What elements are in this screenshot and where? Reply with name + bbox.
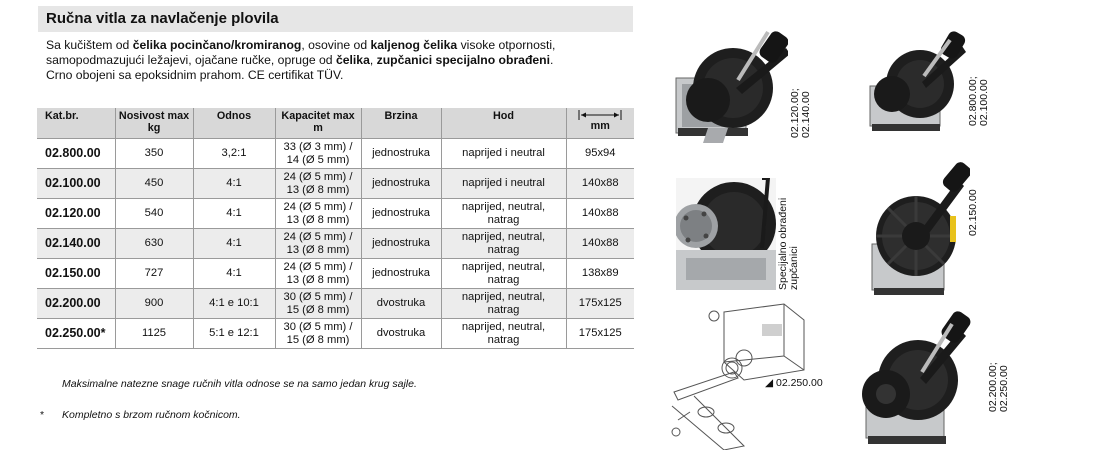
intro-p1: Sa kučištem od (46, 38, 133, 52)
cell-nosivost: 1125 (115, 319, 193, 349)
gears-detail-label-line2: zupčanici (788, 246, 800, 290)
winch-label-02200-line1: 02.200.00; (987, 362, 999, 412)
winch-label-02200-line2: 02.250.00 (998, 365, 1010, 412)
table-row (37, 289, 634, 319)
cell-brzina: jednostruka (361, 199, 441, 229)
cell-kapacitet-line: 13 (Ø 8 mm) (286, 273, 350, 286)
winch-label-02150 (968, 189, 979, 236)
table-row (37, 229, 634, 259)
cell-hod-line: natrag (487, 243, 520, 256)
cell-mm: 138x89 (566, 259, 634, 289)
cell-kapacitet (275, 169, 361, 199)
cell-brzina: jednostruka (361, 259, 441, 289)
cell-brzina: jednostruka (361, 229, 441, 259)
winch-label-02120-line1: 02.120.00; (789, 88, 801, 138)
winch-label-02120 (790, 88, 812, 138)
cell-hod-line: natrag (487, 213, 520, 226)
cell-kapacitet (275, 139, 361, 169)
cell-hod (441, 259, 566, 289)
cell-odnos: 4:1 (193, 169, 275, 199)
cell-kat: 02.150.00 (37, 259, 115, 289)
intro-p6: . (550, 53, 554, 67)
table-row (37, 259, 634, 289)
cell-hod (441, 139, 566, 169)
table-row (37, 199, 634, 229)
cell-brzina: dvostruka (361, 289, 441, 319)
cell-odnos: 5:1 e 12:1 (193, 319, 275, 349)
cell-nosivost: 630 (115, 229, 193, 259)
cell-kapacitet-line: 24 (Ø 5 mm) / (283, 260, 353, 273)
table-header-row (37, 108, 634, 139)
intro-b3: čelika (335, 53, 370, 67)
cell-kapacitet (275, 319, 361, 349)
note-star: * (40, 409, 45, 421)
cell-kapacitet-line: 33 (Ø 3 mm) / (283, 140, 353, 153)
winch-image-02120 (668, 18, 788, 168)
gears-detail-image (676, 178, 776, 290)
exploded-label-arrow-icon: ◢ (765, 377, 774, 389)
note-brake (40, 409, 241, 421)
cell-nosivost: 900 (115, 289, 193, 319)
winch-label-02800-line2: 02.100.00 (978, 79, 990, 126)
cell-nosivost: 450 (115, 169, 193, 199)
cell-kapacitet-line: 24 (Ø 5 mm) / (283, 170, 353, 183)
winch-label-02800 (968, 76, 990, 126)
winch-label-02200 (988, 362, 1010, 412)
intro-b4: zupčanici specijalno obrađeni (376, 53, 551, 67)
cell-kapacitet-line: 15 (Ø 8 mm) (286, 333, 350, 346)
cell-mm: 140x88 (566, 169, 634, 199)
cell-hod (441, 229, 566, 259)
cell-odnos: 3,2:1 (193, 139, 275, 169)
spec-table (37, 108, 634, 349)
note-brake-text: Kompletno s brzom ručnom kočnicom. (62, 409, 241, 421)
cell-hod-line: naprijed i neutral (462, 147, 545, 159)
cell-hod-line: naprijed, neutral, (461, 320, 546, 333)
table-row (37, 319, 634, 349)
cell-nosivost: 727 (115, 259, 193, 289)
cell-kat: 02.800.00 (37, 139, 115, 169)
header-nosivost: Nosivost max kg (115, 108, 193, 139)
winch-label-02800-line1: 02.800.00; (967, 76, 979, 126)
cell-hod-line: naprijed, neutral, (461, 290, 546, 303)
winch-label-02120-line2: 02.140.00 (800, 91, 812, 138)
cell-hod-line: natrag (487, 333, 520, 346)
winch-image-02800 (860, 24, 970, 144)
cell-kat: 02.140.00 (37, 229, 115, 259)
header-kat: Kat.br. (37, 108, 115, 139)
header-hod: Hod (441, 108, 566, 139)
cell-kapacitet-line: 30 (Ø 5 mm) / (283, 320, 353, 333)
cell-hod-line: natrag (487, 273, 520, 286)
cell-hod-line: naprijed, neutral, (461, 200, 546, 213)
intro-p2: , osovine od (301, 38, 371, 52)
cell-kapacitet (275, 199, 361, 229)
cell-kat: 02.200.00 (37, 289, 115, 319)
cell-hod (441, 319, 566, 349)
cell-kat: 02.120.00 (37, 199, 115, 229)
cell-odnos: 4:1 (193, 199, 275, 229)
cell-mm: 175x125 (566, 319, 634, 349)
cell-kat: 02.100.00 (37, 169, 115, 199)
header-odnos: Odnos (193, 108, 275, 139)
cell-kapacitet-line: 13 (Ø 8 mm) (286, 243, 350, 256)
exploded-label-text: 02.250.00 (776, 377, 823, 389)
cell-kapacitet-line: 13 (Ø 8 mm) (286, 183, 350, 196)
intro-p5: , (369, 53, 377, 67)
exploded-label (765, 378, 823, 389)
cell-kapacitet-line: 15 (Ø 8 mm) (286, 303, 350, 316)
cell-kapacitet (275, 229, 361, 259)
cell-mm: 140x88 (566, 229, 634, 259)
intro-b1: čelika pocinčano/kromiranog (132, 38, 302, 52)
title-bar (38, 6, 633, 32)
exploded-drawing-02250 (664, 300, 810, 450)
table-row (37, 169, 634, 199)
cell-kat: 02.250.00* (37, 319, 115, 349)
cell-hod-line: naprijed, neutral, (461, 230, 546, 243)
cell-hod-line: naprijed, neutral, (461, 260, 546, 273)
intro-text (46, 38, 636, 83)
intro-p3: visoke otpornosti, (457, 38, 556, 52)
cell-brzina: dvostruka (361, 319, 441, 349)
cell-kapacitet (275, 259, 361, 289)
cell-mm: 175x125 (566, 289, 634, 319)
header-mm (566, 108, 634, 139)
cell-brzina: jednostruka (361, 139, 441, 169)
cell-nosivost: 540 (115, 199, 193, 229)
cell-nosivost: 350 (115, 139, 193, 169)
cell-odnos: 4:1 (193, 229, 275, 259)
cell-kapacitet-line: 13 (Ø 8 mm) (286, 213, 350, 226)
cell-hod (441, 169, 566, 199)
page-title: Ručna vitla za navlačenje plovila (46, 10, 279, 27)
cell-brzina: jednostruka (361, 169, 441, 199)
cell-hod (441, 289, 566, 319)
header-mm-label: mm (590, 120, 610, 132)
cell-kapacitet-line: 30 (Ø 5 mm) / (283, 290, 353, 303)
intro-p4: samopodmazujući ležajevi, ojačane ručke, opruge od (46, 53, 336, 67)
cell-odnos: 4:1 (193, 259, 275, 289)
cell-odnos: 4:1 e 10:1 (193, 289, 275, 319)
header-kapacitet: Kapacitet max m (275, 108, 361, 139)
intro-line3: Crno obojeni sa epoksidnim prahom. CE certifikat TÜV. (46, 68, 344, 82)
gears-detail-label (778, 198, 800, 290)
winch-image-02150 (860, 156, 970, 304)
cell-hod-line: natrag (487, 303, 520, 316)
cell-mm: 95x94 (566, 139, 634, 169)
cell-mm: 140x88 (566, 199, 634, 229)
header-brzina: Brzina (361, 108, 441, 139)
width-arrow-icon (578, 110, 622, 120)
winch-label-02150-line1: 02.150.00 (967, 189, 979, 236)
cell-hod-line: naprijed i neutral (462, 177, 545, 189)
cell-kapacitet-line: 14 (Ø 5 mm) (286, 153, 350, 166)
intro-b2: kaljenog čelika (370, 38, 458, 52)
gears-detail-label-line1: Specijalno obrađeni (777, 197, 789, 290)
cell-kapacitet-line: 24 (Ø 5 mm) / (283, 200, 353, 213)
winch-image-02200 (856, 306, 976, 452)
note-max-force: Maksimalne natezne snage ručnih vitla odnose se na samo jedan krug sajle. (62, 378, 417, 390)
cell-kapacitet (275, 289, 361, 319)
cell-kapacitet-line: 24 (Ø 5 mm) / (283, 230, 353, 243)
table-row (37, 139, 634, 169)
cell-hod (441, 199, 566, 229)
